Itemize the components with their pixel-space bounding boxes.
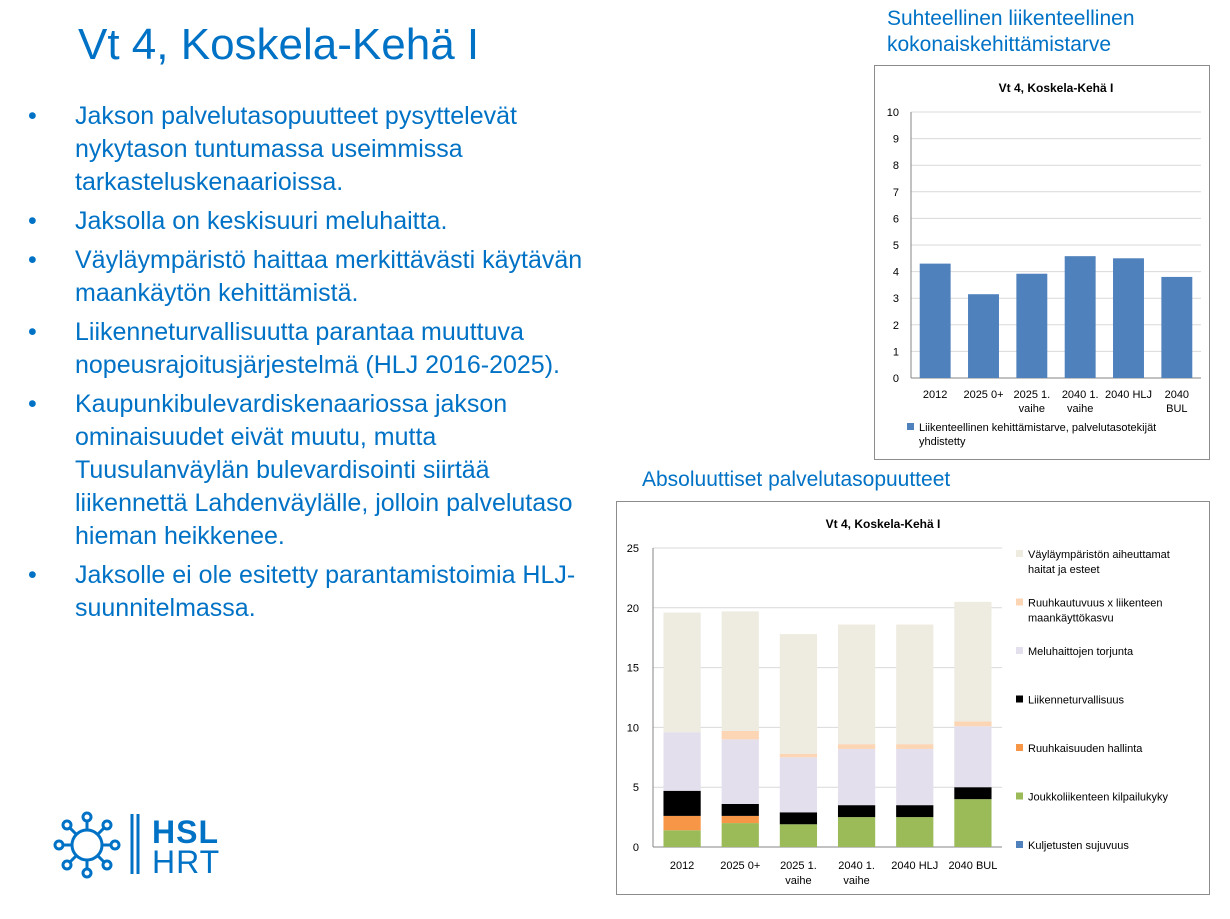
legend-swatch (1016, 793, 1023, 800)
y-tick-label: 5 (892, 240, 899, 252)
bar-segment (722, 816, 759, 823)
y-tick-label: 3 (892, 293, 899, 306)
bar-segment (780, 754, 817, 758)
bar-segment (896, 749, 933, 805)
bottom-chart (616, 501, 1210, 895)
legend-swatch (1016, 744, 1023, 751)
x-tick-label: 2040 (1164, 389, 1190, 401)
bullet-text: Jaksolle ei ole esitetty parantamistoimia HLJ-suunnitelmassa. (75, 561, 576, 622)
x-tick-label: 2025 0+ (720, 860, 761, 872)
bar-segment (663, 613, 700, 733)
y-tick-label: 10 (886, 107, 899, 119)
x-tick-label: 2040 BUL (948, 860, 998, 872)
x-tick-label: BUL (1166, 403, 1188, 415)
bar (1113, 258, 1144, 378)
bar-segment (663, 791, 700, 816)
bar-segment (780, 824, 817, 847)
x-tick-label: 2025 1. (1013, 389, 1051, 401)
bullet-item (22, 205, 602, 238)
legend-label: haitat ja esteet (1028, 564, 1100, 576)
bar-segment (722, 823, 759, 847)
bar-segment (954, 787, 991, 799)
y-tick-label: 8 (892, 160, 899, 173)
chart-title: Vt 4, Koskela-Kehä I (825, 517, 941, 531)
bar-segment (838, 744, 875, 749)
bar-segment (722, 804, 759, 816)
x-tick-label: vaihe (785, 875, 812, 887)
bullet-marker: • (28, 561, 37, 589)
legend-label: Meluhaittojen torjunta (1028, 646, 1134, 658)
legend-swatch (1016, 841, 1023, 848)
bar-segment (954, 726, 991, 787)
legend-label: yhdistetty (919, 436, 966, 448)
bullet-text: Liikenneturvallisuutta parantaa muuttuva nopeusrajoitusjärjestelmä (HLJ 2016-2025). (75, 318, 560, 379)
bar (968, 294, 999, 378)
y-tick-label: 10 (626, 722, 639, 735)
bottom-chart-svg (617, 502, 1211, 896)
top-chart (874, 65, 1210, 460)
bar-segment (780, 634, 817, 754)
bar (1161, 277, 1192, 378)
x-tick-label: 2012 (922, 389, 948, 401)
y-tick-label: 4 (892, 266, 899, 279)
bar-segment (954, 721, 991, 726)
chart-title: Vt 4, Koskela-Kehä I (998, 81, 1114, 95)
bullet-text: Jaksolla on keskisuuri meluhaitta. (75, 207, 448, 235)
x-tick-label: 2040 1. (1061, 389, 1099, 401)
bar-segment (780, 812, 817, 824)
x-tick-label: 2040 HLJ (891, 860, 939, 872)
legend-label: maankäyttökasvu (1028, 612, 1114, 625)
y-tick-label: 6 (892, 213, 899, 226)
bullet-marker: • (28, 246, 37, 274)
bar (1065, 256, 1096, 378)
y-tick-label: 2 (892, 319, 899, 332)
hsl-logo (52, 810, 222, 880)
bar-segment (896, 817, 933, 847)
y-tick-label: 15 (626, 662, 639, 675)
bullet-text: Väyläympäristö haittaa merkittävästi käytävän maankäytön kehittämistä. (75, 246, 583, 307)
bar-segment (838, 625, 875, 745)
y-tick-label: 25 (626, 543, 639, 555)
bar-segment (838, 805, 875, 817)
bullet-text: Kaupunkibulevardiskenaariossa jakson ominaisuudet eivät muutu, mutta Tuusulanväylän bulevardisointi siirtää liikennettä Lahdenväylälle, jolloin palvelutaso hieman heikkenee. (75, 390, 573, 550)
bar-segment (954, 602, 991, 722)
bar-segment (663, 732, 700, 791)
x-tick-label: vaihe (1018, 403, 1045, 415)
logo-text-hrt: HRT (152, 844, 221, 880)
y-tick-label: 1 (892, 346, 899, 359)
caption-bottom: Absoluuttiset palvelutasopuutteet (642, 468, 951, 491)
bar-segment (663, 830, 700, 847)
bar (1016, 274, 1047, 378)
bullet-marker: • (28, 318, 37, 346)
y-tick-label: 7 (892, 186, 899, 199)
x-tick-label: 2040 1. (838, 860, 875, 872)
bullet-marker: • (28, 390, 37, 418)
top-chart-svg (875, 66, 1211, 461)
logo-text-hsl: HSL (152, 814, 219, 850)
legend-swatch (1016, 696, 1023, 703)
y-tick-label: 9 (892, 133, 899, 146)
bar-segment (838, 749, 875, 805)
caption-top (887, 6, 1135, 58)
legend-label: Ruuhkaisuuden hallinta (1028, 743, 1143, 755)
legend-swatch (1016, 647, 1023, 654)
bar-segment (663, 816, 700, 830)
bar-segment (954, 799, 991, 847)
x-tick-label: 2040 HLJ (1104, 389, 1153, 401)
y-tick-label: 0 (892, 373, 899, 385)
y-tick-label: 5 (632, 782, 639, 795)
bar-segment (722, 739, 759, 804)
bullet-list (22, 100, 602, 631)
y-tick-label: 20 (626, 602, 639, 615)
legend-swatch (1016, 550, 1023, 557)
legend-swatch (907, 423, 914, 430)
bar-segment (838, 817, 875, 847)
bar-segment (722, 611, 759, 731)
x-tick-label: 2012 (669, 860, 695, 872)
bullet-text: Jakson palvelutasopuutteet pysyttelevät nykytason tuntumassa useimmissa tarkasteluskenaarioissa. (75, 102, 517, 196)
caption-top-line: Suhteellinen liikenteellinen (887, 7, 1135, 30)
bullet-marker: • (28, 102, 37, 130)
y-tick-label: 0 (632, 842, 639, 854)
bar-segment (896, 805, 933, 817)
bullet-item (22, 388, 602, 553)
x-tick-label: 2025 0+ (963, 389, 1004, 401)
bar-segment (722, 731, 759, 739)
bar (920, 264, 951, 378)
legend-label: Kuljetusten sujuvuus (1028, 840, 1129, 852)
page-title: Vt 4, Koskela-Kehä I (78, 20, 480, 69)
bullet-item (22, 559, 602, 625)
legend-label: Joukkoliikenteen kilpailukyky (1028, 791, 1169, 804)
hsl-logo-icon (52, 810, 142, 880)
bullet-item (22, 244, 602, 310)
x-tick-label: 2025 1. (780, 860, 817, 872)
x-tick-label: vaihe (1067, 403, 1094, 415)
legend-label: Liikenteellinen kehittämistarve, palvelutasotekijät (919, 422, 1157, 434)
legend-swatch (1016, 599, 1023, 606)
legend-label: Väyläympäristön aiheuttamat (1028, 549, 1170, 561)
legend-label: Liikenneturvallisuus (1028, 694, 1124, 707)
bar-segment (896, 625, 933, 745)
bullet-item (22, 100, 602, 199)
bullet-item (22, 316, 602, 382)
bar-segment (896, 744, 933, 749)
legend-label: Ruuhkautuvuus x liikenteen (1028, 597, 1163, 610)
bullet-marker: • (28, 207, 37, 235)
bar-segment (780, 757, 817, 812)
x-tick-label: vaihe (843, 875, 870, 887)
caption-top-line: kokonaiskehittämistarve (887, 33, 1112, 56)
